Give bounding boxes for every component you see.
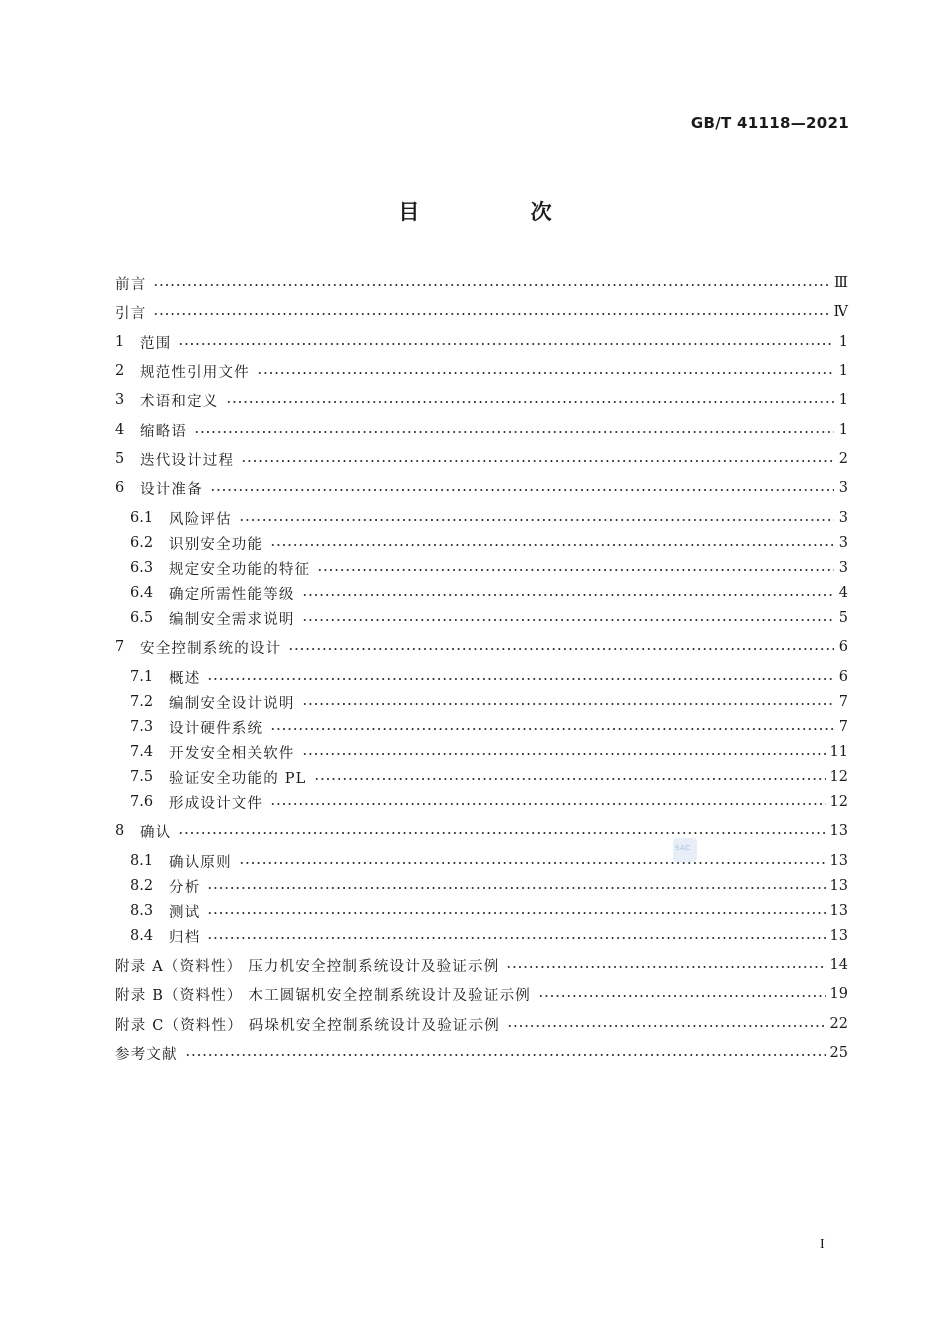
toc-subentry[interactable] — [130, 691, 848, 713]
toc-entry-number: 8.3 — [130, 903, 154, 919]
dot-leader — [194, 431, 834, 433]
toc-entry-number: 6.5 — [130, 610, 154, 626]
toc-entry-page: 1 — [838, 334, 848, 350]
toc-subentry[interactable] — [130, 666, 848, 688]
toc-entry-page: 4 — [838, 585, 848, 601]
toc-entry-number: 6.3 — [130, 560, 154, 576]
toc-entry-label: 风险评估 — [169, 511, 232, 528]
toc-entry-number: 8.4 — [130, 928, 154, 944]
dot-leader — [226, 401, 835, 403]
toc-subentry[interactable] — [130, 716, 848, 738]
toc-entry-label: 归档 — [169, 929, 201, 946]
toc-entry-number: 8.1 — [130, 853, 154, 869]
dot-leader — [302, 594, 834, 596]
toc-entry-page: 1 — [838, 392, 848, 408]
toc-entry-label: 测试 — [169, 904, 201, 921]
toc-entry-number: 6.1 — [130, 510, 154, 526]
toc-entry-page: 22 — [829, 1016, 848, 1032]
toc-entry[interactable] — [115, 301, 848, 323]
dot-leader — [257, 372, 834, 374]
dot-leader — [178, 343, 834, 345]
toc-entry-page: 13 — [829, 903, 848, 919]
toc-entry-label: 规范性引用文件 — [140, 364, 250, 381]
toc-entry-label: 设计准备 — [140, 481, 203, 498]
toc-entry-label: 安全控制系统的设计 — [140, 640, 282, 657]
toc-entry-page: 11 — [829, 744, 848, 760]
toc-subentry[interactable] — [130, 925, 848, 947]
dot-leader — [302, 619, 834, 621]
toc-entry-label: 设计硬件系统 — [169, 720, 264, 737]
toc-entry-label: 缩略语 — [140, 423, 188, 440]
toc-entry-page: Ⅳ — [833, 304, 848, 320]
toc-subentry[interactable] — [130, 741, 848, 763]
dot-leader — [207, 678, 834, 680]
dot-leader — [241, 460, 834, 462]
toc-entry-page: 6 — [838, 639, 848, 655]
page-number: I — [820, 1237, 825, 1252]
toc-entry-label: 术语和定义 — [140, 393, 219, 410]
page-title: 目 次 — [398, 200, 604, 224]
dot-leader — [288, 648, 834, 650]
dot-leader — [153, 284, 830, 286]
toc-entry[interactable] — [115, 820, 848, 842]
toc-entry-number: 7.5 — [130, 769, 154, 785]
toc-entry[interactable] — [115, 272, 848, 294]
toc-entry-number: 7.4 — [130, 744, 154, 760]
toc-entry-number: 7.2 — [130, 694, 154, 710]
dot-leader — [239, 519, 834, 521]
dot-leader — [210, 489, 834, 491]
toc-subentry[interactable] — [130, 532, 848, 554]
toc-subentry[interactable] — [130, 557, 848, 579]
toc-entry-page: 13 — [829, 823, 848, 839]
toc-entry-label: 迭代设计过程 — [140, 452, 235, 469]
dot-leader — [317, 569, 834, 571]
toc-subentry[interactable] — [130, 607, 848, 629]
toc-entry-label: 引言 — [115, 305, 147, 322]
toc-entry-label: 参考文献 — [115, 1046, 178, 1063]
toc-entry-label: 概述 — [169, 670, 201, 687]
toc-entry[interactable] — [115, 477, 848, 499]
toc-entry-number: 7.1 — [130, 669, 154, 685]
toc-entry-page: 12 — [829, 794, 848, 810]
toc-entry-page: 12 — [829, 769, 848, 785]
toc-entry-label: 前言 — [115, 276, 147, 293]
toc-entry-label: 识别安全功能 — [169, 536, 264, 553]
toc-subentry[interactable] — [130, 582, 848, 604]
standard-code: GB/T 41118—2021 — [690, 114, 849, 132]
toc-entry-label: 开发安全相关软件 — [169, 745, 295, 762]
toc-entry-page: 3 — [838, 535, 848, 551]
toc-entry-number: 8.2 — [130, 878, 154, 894]
dot-leader — [207, 887, 825, 889]
toc-entry-label: 附录 A（资料性） 压力机安全控制系统设计及验证示例 — [115, 958, 500, 975]
dot-leader — [207, 912, 825, 914]
dot-leader — [538, 995, 826, 997]
toc-entry[interactable] — [115, 360, 848, 382]
dot-leader — [185, 1054, 826, 1056]
toc-entry-page: 19 — [829, 986, 848, 1002]
toc-entry[interactable] — [115, 983, 848, 1005]
dot-leader — [207, 937, 825, 939]
toc-entry-label: 分析 — [169, 879, 201, 896]
toc-entry-number: 6.2 — [130, 535, 154, 551]
toc-entry[interactable] — [115, 636, 848, 658]
dot-leader — [302, 703, 834, 705]
toc-entry-page: 1 — [838, 422, 848, 438]
toc-entry-label: 附录 C（资料性） 码垛机安全控制系统设计及验证示例 — [115, 1017, 501, 1034]
toc-entry-page: Ⅲ — [834, 275, 848, 291]
toc-entry[interactable] — [115, 448, 848, 470]
toc-entry-page: 3 — [838, 510, 848, 526]
dot-leader — [270, 544, 834, 546]
toc-entry[interactable] — [115, 1013, 848, 1035]
dot-leader — [178, 832, 825, 834]
toc-subentry[interactable] — [130, 875, 848, 897]
toc-subentry[interactable] — [130, 850, 848, 872]
toc-entry-label: 范围 — [140, 335, 172, 352]
watermark-text: SAC — [675, 844, 691, 852]
toc-entry-number: 7.3 — [130, 719, 154, 735]
toc-entry-label: 规定安全功能的特征 — [169, 561, 311, 578]
toc-entry-number: 6 — [115, 480, 125, 496]
toc-entry-page: 6 — [838, 669, 848, 685]
toc-subentry[interactable] — [130, 791, 848, 813]
toc-entry-number: 6.4 — [130, 585, 154, 601]
toc-entry[interactable] — [115, 1042, 848, 1064]
toc-entry-label: 确认 — [140, 824, 172, 841]
dot-leader — [507, 1025, 826, 1027]
toc-subentry[interactable] — [130, 766, 848, 788]
toc-entry-number: 3 — [115, 392, 125, 408]
toc-entry-page: 2 — [838, 451, 848, 467]
toc-subentry[interactable] — [130, 900, 848, 922]
toc-entry-page: 13 — [829, 928, 848, 944]
toc-entry-page: 13 — [829, 853, 848, 869]
toc-entry-number: 4 — [115, 422, 125, 438]
dot-leader — [239, 862, 826, 864]
toc-entry-number: 2 — [115, 363, 125, 379]
toc-entry-label: 附录 B（资料性） 木工圆锯机安全控制系统设计及验证示例 — [115, 987, 531, 1004]
toc-entry-label: 形成设计文件 — [169, 795, 264, 812]
toc-entry-page: 3 — [838, 480, 848, 496]
dot-leader — [314, 778, 826, 780]
dot-leader — [153, 313, 829, 315]
toc-entry-label: 编制安全设计说明 — [169, 695, 295, 712]
dot-leader — [270, 728, 834, 730]
toc-entry[interactable] — [115, 389, 848, 411]
toc-entry-label: 确定所需性能等级 — [169, 586, 295, 603]
toc-entry-number: 8 — [115, 823, 125, 839]
toc-entry[interactable] — [115, 954, 848, 976]
toc-entry-label: 验证安全功能的 PL — [169, 770, 307, 787]
toc-entry-page: 25 — [829, 1045, 848, 1061]
dot-leader — [302, 753, 826, 755]
dot-leader — [506, 966, 825, 968]
toc-entry-number: 7.6 — [130, 794, 154, 810]
toc-entry-page: 13 — [829, 878, 848, 894]
toc-entry[interactable] — [115, 419, 848, 441]
toc-entry-page: 14 — [829, 957, 848, 973]
toc-entry[interactable] — [115, 331, 848, 353]
toc-entry-page: 1 — [838, 363, 848, 379]
toc-entry-page: 7 — [838, 719, 848, 735]
toc-entry-number: 5 — [115, 451, 125, 467]
dot-leader — [270, 803, 825, 805]
toc-entry-number: 7 — [115, 639, 125, 655]
toc-entry-number: 1 — [115, 334, 125, 350]
toc-entry-page: 3 — [838, 560, 848, 576]
toc-entry-label: 确认原则 — [169, 854, 232, 871]
toc-entry-page: 7 — [838, 694, 848, 710]
toc-subentry[interactable] — [130, 507, 848, 529]
toc-entry-label: 编制安全需求说明 — [169, 611, 295, 628]
toc-entry-page: 5 — [838, 610, 848, 626]
